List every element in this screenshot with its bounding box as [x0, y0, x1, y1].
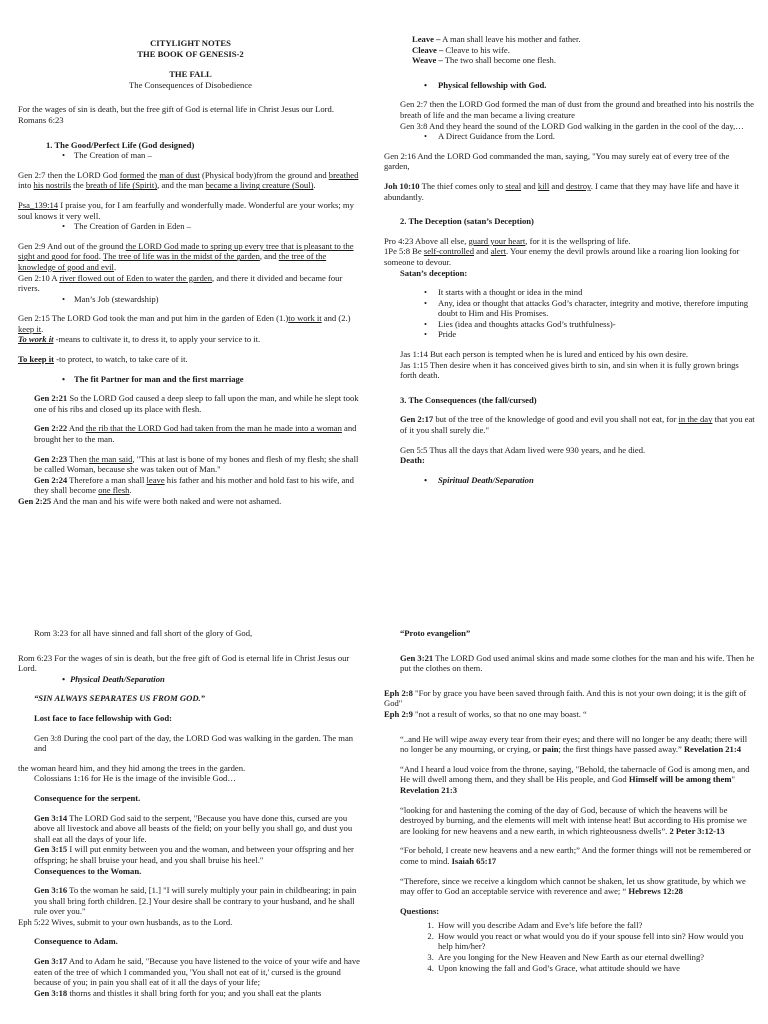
- verse-gen-2-15: Gen 2:15 The LORD God took the man and put him in the garden of Eden (1.)to work it and (2.) keep it.: [18, 313, 351, 334]
- sin-separates-quote: “SIN ALWAYS SEPARATES US FROM GOD.”: [34, 693, 205, 704]
- verse-gen-3-15: Gen 3:15 I will put enmity between you and the woman, and between your offspring and her offspring; he shall bruise your head, and you shall bruise his heel.": [34, 844, 354, 865]
- question-2: 2. How would you react or what would you do if your spouse fell into sin? How would you help him/her?: [436, 931, 756, 952]
- verse-gen-3-16: Gen 3:16 To the woman he said, [1.] "I will surely multiply your pain in childbearing; in pain you shall bring forth children. [2.] Your desire shall be contrary to your husband, and he shall rule over you.": [34, 885, 357, 917]
- leave-definition: Leave – A man shall leave his mother and father.: [412, 34, 581, 44]
- verse-eph-2-9: Eph 2:9 "not a result of works, so that no one may boast. “: [384, 708, 587, 719]
- verse-joh-10-10: Joh 10:10 The thief comes only to steal and kill and destroy. I came that they may have life and have it abundantly.: [384, 180, 739, 202]
- verse-gen-3-8-right: Gen 3:8 And they heard the sound of the LORD God walking in the garden in the cool of the day,…: [400, 120, 744, 131]
- section-2-heading: 2. The Deception (satan’s Deception): [400, 216, 534, 227]
- proto-evangelion-heading: “Proto evangelion”: [400, 628, 471, 638]
- deception-point-1: • It starts with a thought or idea in the mind: [384, 287, 756, 298]
- verse-eph-5-22: Eph 5:22 Wives, submit to your own husbands, as to the Lord.: [18, 916, 233, 927]
- weave-definition: Weave – The two shall become one flesh.: [412, 55, 556, 66]
- verse-gen-2-23: Gen 2:23 Then the man said, "This at last is bone of my bones and flesh of my flesh; she shall be called Woman, because she was taken out of Man.": [34, 453, 359, 475]
- deception-point-3: • Lies (idea and thoughts attacks God’s truthfulness)-: [384, 319, 756, 330]
- top-left-column: [18, 38, 363, 507]
- verse-gen-3-14: Gen 3:14 The LORD God said to the serpent, "Because you have done this, cursed are you above all livestock and above all beasts of the field; on your belly you shall go, and dust you shall eat all the days of your life.: [34, 812, 353, 844]
- verse-gen-2-24: Gen 2:24 Therefore a man shall leave his father and his mother and hold fast to his wife, and they shall become one flesh.: [34, 474, 354, 496]
- to-keep-definition: To keep it -to protect, to watch, to take care of it.: [18, 354, 188, 365]
- lost-fellowship-heading: Lost face to face fellowship with God:: [34, 712, 172, 723]
- doc-heading-fall: THE FALL: [169, 69, 212, 80]
- verse-rev-21-3: “And I heard a loud voice from the throne, saying, "Behold, the tabernacle of God is among men, and He will dwell among them, and they shall be His people, and God Himself will be among them" Revelation 21:3: [400, 763, 750, 795]
- deception-point-2: • Any, idea or thought that attacks God’s character, integrity and motive, therefore imputing doubt to Him and His Promises.: [384, 298, 756, 319]
- verse-gen-2-17: Gen 2:17 but of the tree of the knowledge of good and evil you shall not eat, for in the day that you eat of it you shall surely die.": [400, 414, 755, 436]
- verse-gen-2-21: Gen 2:21 So the LORD God caused a deep sleep to fall upon the man, and while he slept took one of his ribs and closed up its place with flesh.: [34, 393, 359, 414]
- verse-rom-6-23-end: Lord.: [18, 663, 37, 674]
- question-1: 1. How will you describe Adam and Eve’s life before the fall?: [436, 920, 756, 931]
- bullet-physical-death: • Physical Death/Separation: [18, 674, 363, 685]
- verse-rev-21-4: “..and He will wipe away every tear from their eyes; and there will no longer be any death; there will no longer be any mourning, or crying, or pain; the first things have passed away.” Revelation 21:4: [400, 733, 748, 755]
- verse-1pe-5-8: 1Pe 5:8 Be self-controlled and alert. Your enemy the devil prowls around like a roaring lion looking for someone to devour.: [384, 246, 740, 267]
- death-label: Death:: [400, 455, 425, 466]
- verse-gen-3-18: Gen 3:18 thorns and thistles it shall bring forth for you; and you shall eat the plants: [34, 987, 322, 998]
- questions-heading: Questions:: [400, 905, 440, 916]
- verse-gen-3-21: Gen 3:21 The LORD God used animal skins and made some clothes for the man and his wife. Then he put the clothes on them.: [400, 652, 755, 674]
- verse-gen-3-8-cont: the woman heard him, and they hid among the trees in the garden.: [18, 762, 246, 773]
- bullet-creation-of-garden: • The Creation of Garden in Eden –: [18, 221, 363, 232]
- questions-list: [384, 920, 756, 973]
- bottom-left-column: [18, 628, 363, 998]
- verse-gen-2-7: Gen 2:7 then the LORD God formed the man of dust (Physical body)from the ground and breathed into his nostrils the breath of life (Spirit), and the man became a living creature (Soul).: [18, 169, 359, 191]
- verse-gen-2-10: Gen 2:10 A river flowed out of Eden to water the garden, and there it divided and became four rivers.: [18, 272, 343, 294]
- verse-gen-2-9: Gen 2:9 And out of the ground the LORD God made to spring up every tree that is pleasant to the sight and good for food. The tree of life was in the midst of the garden, and the tree of the knowledge of good and evil.: [18, 240, 354, 272]
- verse-gen-3-8: Gen 3:8 During the cool part of the day, the LORD God was walking in the garden. The man and: [34, 732, 354, 754]
- doc-subtitle-book: THE BOOK OF GENESIS-2: [137, 48, 244, 59]
- verse-rom-3-23: Rom 3:23 for all have sinned and fall short of the glory of God,: [34, 628, 253, 638]
- question-4: 4. Upon knowing the fall and God’s Grace, what attitude should we have: [436, 963, 756, 974]
- bullet-physical-fellowship: • Physical fellowship with God.: [384, 80, 756, 91]
- verse-gen-5-5: Gen 5:5 Thus all the days that Adam lived were 930 years, and he died.: [400, 444, 646, 455]
- top-right-column: [384, 34, 756, 485]
- satans-deception-label: Satan’s deception:: [400, 267, 468, 278]
- bottom-right-column: [384, 628, 756, 973]
- doc-title: CITYLIGHT NOTES: [150, 38, 231, 48]
- bullet-mans-job: • Man’s Job (stewardship): [18, 294, 363, 305]
- to-work-definition: To work it -means to cultivate it, to dress it, to apply your service to it.: [18, 334, 261, 345]
- section-1-heading: 1. The Good/Perfect Life (God designed): [46, 139, 195, 150]
- verse-gen-2-22: Gen 2:22 And the rib that the LORD God had taken from the man he made into a woman and brought her to the man.: [34, 423, 357, 445]
- doc-subheading: The Consequences of Disobedience: [129, 79, 252, 90]
- verse-col-1-16: Colossians 1:16 for He is the image of the invisible God…: [34, 773, 236, 784]
- verse-2pet-3-12: “looking for and hastening the coming of the day of God, because of which the heavens will be destroyed by burning, and the elements will melt with intense heat! But according to His promise we are looking for new heavens and a new earth, in which righteousness dwells”. 2 Peter 3:12-13: [400, 804, 747, 836]
- verse-heb-12-28: “Therefore, since we receive a kingdom which cannot be shaken, let us show gratitude, by which we may offer to God an acceptable service with reverence and awe; “ Hebrews 12:28: [400, 875, 746, 897]
- bullet-fit-partner: • The fit Partner for man and the first marriage: [18, 374, 363, 385]
- serpent-consequence-heading: Consequence for the serpent.: [34, 792, 141, 803]
- verse-isa-65-17: “For behold, I create new heavens and a new earth;” And the former things will not be remembered or come to mind. Isaiah 65:17: [400, 845, 752, 866]
- cleave-definition: Cleave – Cleave to his wife.: [412, 44, 510, 55]
- bullet-creation-of-man: • The Creation of man –: [18, 150, 363, 161]
- verse-jas-1-14: Jas 1:14 But each person is tempted when he is lured and enticed by his own desire.: [400, 349, 689, 360]
- verse-gen-2-7-right: Gen 2:7 then the LORD God formed the man of dust from the ground and breathed into his nostrils the breath of life and the man became a living creature: [400, 99, 754, 120]
- adam-consequence-heading: Consequence to Adam.: [34, 936, 118, 947]
- verse-gen-2-25: Gen 2:25 And the man and his wife were both naked and were not ashamed.: [18, 496, 282, 506]
- verse-pro-4-23: Pro 4:23 Above all else, guard your heart, for it is the wellspring of life.: [384, 235, 631, 246]
- verse-rom-6-23: Rom 6:23 For the wages of sin is death, but the free gift of God is eternal life in Christ Jesus our: [18, 652, 350, 663]
- verse-psa-139-14: Psa_139:14 I praise you, for I am fearfully and wonderfully made. Wonderful are your works; my soul knows it very well.: [18, 199, 354, 221]
- section-3-heading: 3. The Consequences (the fall/cursed): [400, 394, 537, 405]
- deception-point-4: • Pride: [384, 329, 756, 340]
- verse-gen-2-16: Gen 2:16 And the LORD God commanded the man, saying, "You may surely eat of every tree of the garden,: [384, 150, 730, 172]
- woman-consequence-heading: Consequences to the Woman.: [34, 865, 142, 876]
- bullet-spiritual-death: • Spiritual Death/Separation: [384, 475, 756, 486]
- verse-gen-3-17: Gen 3:17 And to Adam he said, "Because you have listened to the voice of your wife and have eaten of the tree of which I commanded you, 'You shall not eat of it,' cursed is the ground because of you; in pain you shall eat of it all the days of your life;: [34, 956, 360, 988]
- verse-eph-2-8: Eph 2:8 "For by grace you have been saved through faith. And this is not your own doing; it is the gift of God": [384, 687, 747, 709]
- question-3: 3. Are you longing for the New Heaven and New Earth as our eternal dwelling?: [436, 952, 756, 963]
- bullet-direct-guidance: • A Direct Guidance from the Lord.: [384, 131, 756, 142]
- intro-verse: For the wages of sin is death, but the free gift of God is eternal life in Christ Jesus our Lord. Romans 6:23: [18, 104, 334, 125]
- verse-jas-1-15: Jas 1:15 Then desire when it has conceived gives birth to sin, and sin when it is fully grown brings forth death.: [400, 359, 739, 381]
